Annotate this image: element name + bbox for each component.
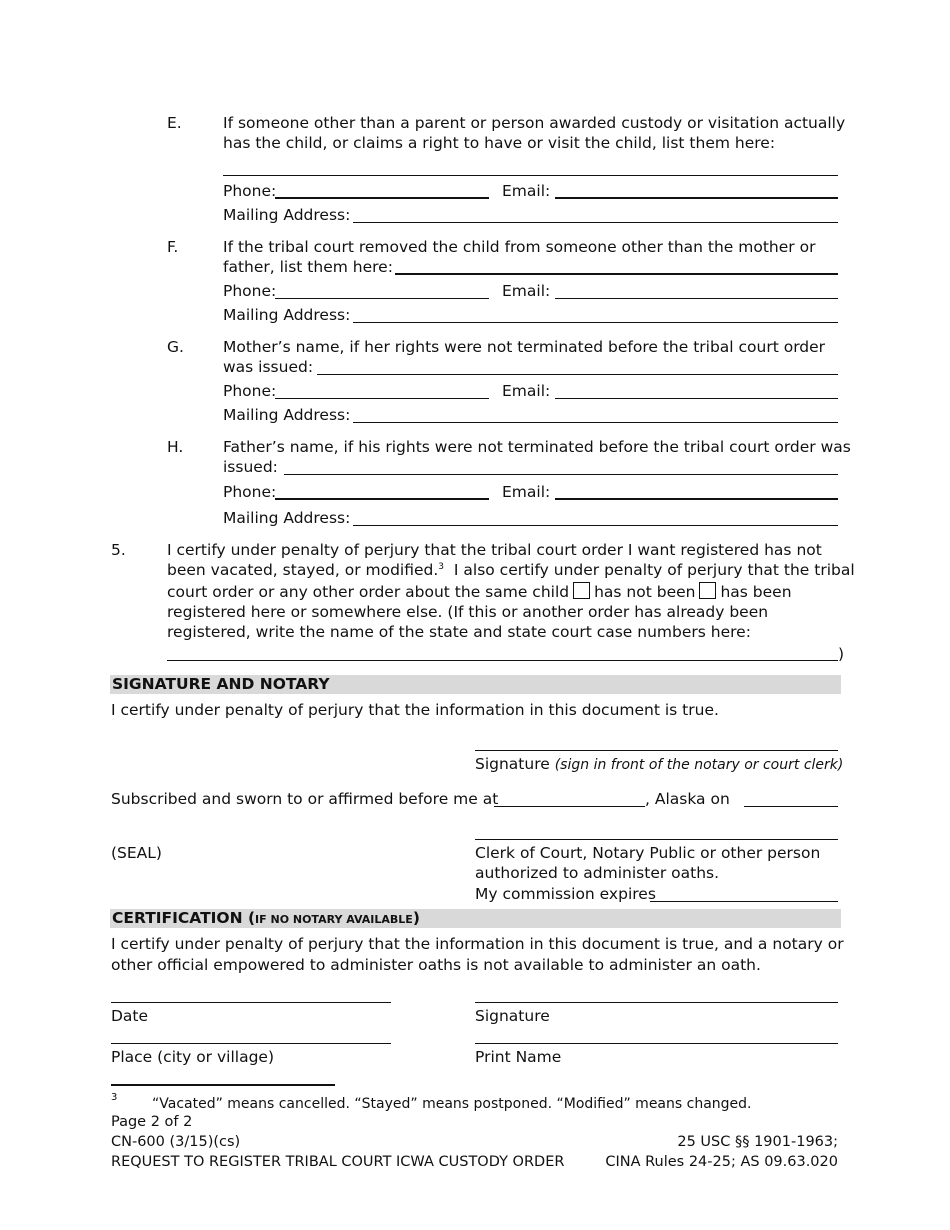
- footnote-separator: [111, 1084, 335, 1086]
- item-f-phone-label: Phone:: [223, 282, 277, 300]
- certification-section-header: [110, 909, 841, 928]
- item-h-text-line1: Father’s name, if his rights were not terminated before the tribal court order was: [223, 438, 851, 456]
- signature-section-header: [110, 675, 841, 694]
- item-f-letter: F.: [167, 238, 179, 256]
- item-h-phone-label: Phone:: [223, 483, 277, 501]
- footnote-ref: 3: [438, 561, 445, 572]
- item-5-line1: I certify under penalty of perjury that the tribal court order I want registered has not: [167, 541, 822, 559]
- item-f-text-line1: If the tribal court removed the child from someone other than the mother or: [223, 238, 816, 256]
- item-5-line2-a: been vacated, stayed, or modified.: [167, 561, 439, 579]
- item-5-line2: [167, 561, 855, 579]
- item-e-phone-label: Phone:: [223, 182, 277, 200]
- item-h-text-line2: issued:: [223, 458, 278, 476]
- date-field[interactable]: [111, 1002, 391, 1003]
- item-5-close-paren: ): [838, 645, 845, 663]
- item-e-phone-field[interactable]: [275, 197, 489, 199]
- signature-note: (sign in front of the notary or court clerk): [554, 757, 844, 773]
- item-5-line3-a: court order or any other order about the same child: [167, 583, 570, 601]
- sworn-text: Subscribed and sworn to or affirmed before me at: [111, 790, 499, 808]
- item-e-email-label: Email:: [502, 182, 551, 200]
- item-5-line5: registered, write the name of the state and state court case numbers here:: [167, 623, 751, 641]
- item-f-text-line2: father, list them here:: [223, 258, 393, 276]
- item-f-email-field[interactable]: [555, 298, 838, 299]
- cert-signature-field[interactable]: [475, 1002, 838, 1003]
- item-g-mailing-field[interactable]: [353, 422, 838, 423]
- signature-section-heading: SIGNATURE AND NOTARY: [112, 675, 330, 693]
- certification-text-line1: I certify under penalty of perjury that the information in this document is true, and a notary or: [111, 935, 844, 953]
- item-5-state-case-field[interactable]: [167, 660, 838, 661]
- has-not-been-checkbox[interactable]: [573, 582, 590, 599]
- item-g-email-field[interactable]: [555, 398, 838, 399]
- place-field[interactable]: [111, 1043, 391, 1044]
- has-been-checkbox[interactable]: [699, 582, 716, 599]
- certification-heading-small: IF NO NOTARY AVAILABLE: [255, 913, 413, 926]
- commission-field[interactable]: [650, 901, 838, 902]
- footnote-number: 3: [111, 1092, 118, 1103]
- print-name-field[interactable]: [475, 1043, 838, 1044]
- item-g-phone-label: Phone:: [223, 382, 277, 400]
- certification-text-line2: other official empowered to administer oaths is not available to administer an oath.: [111, 956, 761, 974]
- item-f-phone-field[interactable]: [275, 298, 489, 299]
- item-f-mailing-field[interactable]: [353, 322, 838, 323]
- item-h-mailing-field[interactable]: [353, 525, 838, 526]
- form-title: REQUEST TO REGISTER TRIBAL COURT ICWA CUSTODY ORDER: [111, 1154, 565, 1170]
- item-e-text-line1: If someone other than a parent or person awarded custody or visitation actually: [223, 114, 846, 132]
- has-been-label: has been: [720, 583, 792, 601]
- item-g-phone-field[interactable]: [275, 398, 489, 399]
- signature-label-text: Signature: [475, 755, 550, 773]
- item-g-letter: G.: [167, 338, 184, 356]
- item-e-mailing-label: Mailing Address:: [223, 206, 351, 224]
- item-g-name-field[interactable]: [317, 374, 838, 375]
- sworn-date-field[interactable]: [744, 806, 838, 807]
- item-5-line2-b: I also certify under penalty of perjury that the tribal: [444, 561, 855, 579]
- certification-heading-end: ): [412, 909, 420, 927]
- item-h-mailing-label: Mailing Address:: [223, 509, 351, 527]
- item-e-email-field[interactable]: [555, 197, 838, 199]
- item-e-text-line2: has the child, or claims a right to have or visit the child, list them here:: [223, 134, 776, 152]
- item-f-email-label: Email:: [502, 282, 551, 300]
- item-g-text-line2: was issued:: [223, 358, 314, 376]
- item-f-mailing-label: Mailing Address:: [223, 306, 351, 324]
- item-g-email-label: Email:: [502, 382, 551, 400]
- signature-field[interactable]: [475, 750, 838, 751]
- sworn-place-field[interactable]: [494, 806, 645, 807]
- item-5-line3: [167, 582, 792, 601]
- has-not-been-label: has not been: [594, 583, 696, 601]
- certification-heading-main: CERTIFICATION (: [112, 909, 256, 927]
- item-f-name-field[interactable]: [395, 273, 838, 275]
- clerk-line1: Clerk of Court, Notary Public or other person: [475, 844, 821, 862]
- print-name-label: Print Name: [475, 1048, 562, 1066]
- signature-label: [475, 755, 843, 773]
- place-label: Place (city or village): [111, 1048, 274, 1066]
- item-h-email-label: Email:: [502, 483, 551, 501]
- commission-label: My commission expires: [475, 885, 656, 903]
- item-5-number: 5.: [111, 541, 126, 559]
- item-h-email-field[interactable]: [555, 498, 838, 500]
- clerk-line2: authorized to administer oaths.: [475, 864, 720, 882]
- item-h-name-field[interactable]: [284, 474, 838, 475]
- seal-label: (SEAL): [111, 844, 162, 862]
- form-number: CN-600 (3/15)(cs): [111, 1134, 241, 1150]
- page-number: Page 2 of 2: [111, 1114, 193, 1130]
- sworn-alaska-text: , Alaska on: [645, 790, 730, 808]
- legal-reference-line1: 25 USC §§ 1901-1963;: [677, 1134, 838, 1150]
- item-h-letter: H.: [167, 438, 184, 456]
- legal-reference-line2: CINA Rules 24-25; AS 09.63.020: [605, 1154, 838, 1170]
- date-label: Date: [111, 1007, 149, 1025]
- clerk-signature-field[interactable]: [475, 839, 838, 840]
- cert-signature-label: Signature: [475, 1007, 550, 1025]
- signature-certify-text: I certify under penalty of perjury that the information in this document is true.: [111, 701, 719, 719]
- item-e-mailing-field[interactable]: [353, 222, 838, 223]
- footnote-text: “Vacated” means cancelled. “Stayed” means postponed. “Modified” means changed.: [152, 1096, 752, 1112]
- certification-heading: [112, 909, 420, 929]
- item-e-name-field[interactable]: [223, 175, 838, 176]
- item-g-mailing-label: Mailing Address:: [223, 406, 351, 424]
- item-h-phone-field[interactable]: [275, 498, 489, 500]
- item-5-line4: registered here or somewhere else. (If this or another order has already been: [167, 603, 769, 621]
- item-e-letter: E.: [167, 114, 182, 132]
- item-g-text-line1: Mother’s name, if her rights were not terminated before the tribal court order: [223, 338, 826, 356]
